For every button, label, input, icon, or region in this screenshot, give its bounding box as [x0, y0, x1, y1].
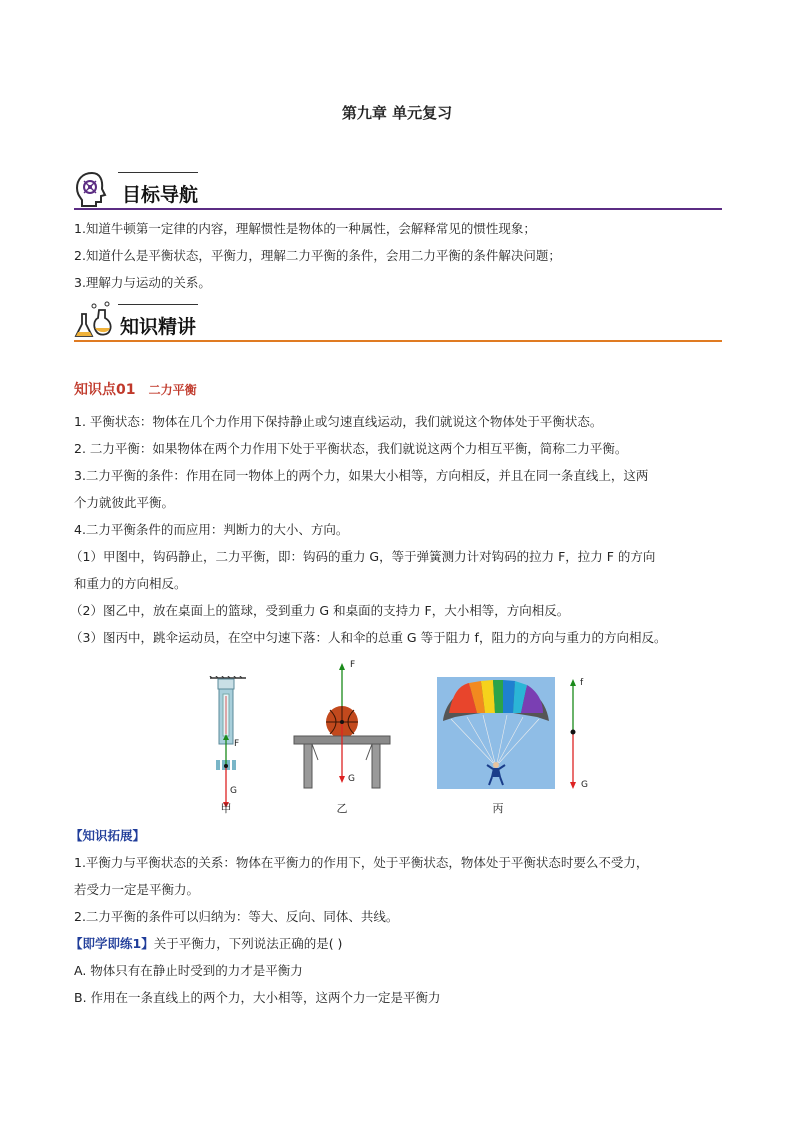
knowledge-line: 1. 平衡状态：物体在几个力作用下保持静止或匀速直线运动，我们就说这个物体处于平衡状态。: [74, 414, 603, 429]
header-top-rule: [118, 172, 198, 173]
parachute-photo: [437, 677, 555, 789]
figure-caption-yi: 乙: [336, 802, 348, 815]
exercise-option: B. 作用在一条直线上的两个力，大小相等，这两个力一定是平衡力: [74, 990, 441, 1005]
ball-on-table-figure: [292, 660, 402, 800]
extension-line: 若受力一定是平衡力。: [74, 882, 200, 897]
page-title: 第九章 单元复习: [341, 104, 453, 122]
goals-rule: [74, 208, 722, 210]
extension-heading: 【知识拓展】: [70, 828, 146, 843]
force-label-F: F: [234, 739, 240, 749]
goal-line: 3.理解力与运动的关系。: [74, 275, 211, 290]
knowledge-line: （3）图丙中，跳伞运动员，在空中匀速下落：人和伞的总重 G 等于阻力 f，阻力的方向与重力的方向相反。: [70, 630, 667, 645]
goals-header: [74, 168, 724, 212]
knowledge-point-subtitle: 二力平衡: [148, 383, 197, 397]
force-label-f: f: [580, 678, 584, 688]
header-top-rule: [118, 304, 198, 305]
figure-row: [200, 658, 600, 818]
knowledge-heading: 知识精讲: [120, 316, 197, 338]
knowledge-point-title: [74, 379, 197, 399]
knowledge-line: 4.二力平衡条件的而应用：判断力的大小、方向。: [74, 522, 349, 537]
exercise-tag: 【即学即练1】: [70, 936, 154, 951]
figure-caption-jia: 甲: [220, 802, 232, 815]
knowledge-line: 和重力的方向相反。: [74, 576, 187, 591]
knowledge-point-label: 知识点01: [74, 382, 136, 398]
knowledge-line: 3.二力平衡的条件：作用在同一物体上的两个力，如果大小相等，方向相反，并且在同一条直线上，这两: [74, 468, 649, 483]
exercise-option: A. 物体只有在静止时受到的力才是平衡力: [74, 963, 303, 978]
knowledge-rule: [74, 340, 722, 342]
exercise-line: [70, 936, 730, 952]
exercise-question: 关于平衡力，下列说法正确的是( ): [153, 936, 343, 951]
force-label-G: G: [230, 786, 237, 796]
knowledge-line: （1）甲图中，钩码静止，二力平衡，即：钩码的重力 G，等于弹簧测力计对钩码的拉力 F，拉力 F 的方向: [70, 549, 656, 564]
knowledge-line: （2）图乙中，放在桌面上的篮球，受到重力 G 和桌面的支持力 F，大小相等，方向相反。: [70, 603, 570, 618]
goal-line: 2.知道什么是平衡状态，平衡力，理解二力平衡的条件，会用二力平衡的条件解决问题；: [74, 248, 561, 263]
force-label-G: G: [348, 774, 355, 784]
extension-line: 2.二力平衡的条件可以归纳为：等大、反向、同体、共线。: [74, 909, 399, 924]
extension-line: 1.平衡力与平衡状态的关系：物体在平衡力的作用下，处于平衡状态，物体处于平衡状态时要么不受力，: [74, 855, 649, 870]
flask-icon: [74, 300, 114, 340]
figure-caption-bing: 丙: [492, 802, 504, 815]
knowledge-line: 2. 二力平衡：如果物体在两个力作用下处于平衡状态，我们就说这两个力相互平衡，简称二力平衡。: [74, 441, 628, 456]
knowledge-line: 个力就彼此平衡。: [74, 495, 175, 510]
goal-line: 1.知道牛顿第一定律的内容，理解惯性是物体的一种属性，会解释常见的惯性现象；: [74, 221, 536, 236]
knowledge-header: [74, 300, 724, 342]
head-gear-icon: [74, 170, 110, 208]
goals-heading: 目标导航: [122, 184, 199, 206]
force-label-G: G: [581, 780, 588, 790]
force-label-F: F: [350, 660, 356, 670]
parachute-force-diagram: [563, 676, 583, 796]
